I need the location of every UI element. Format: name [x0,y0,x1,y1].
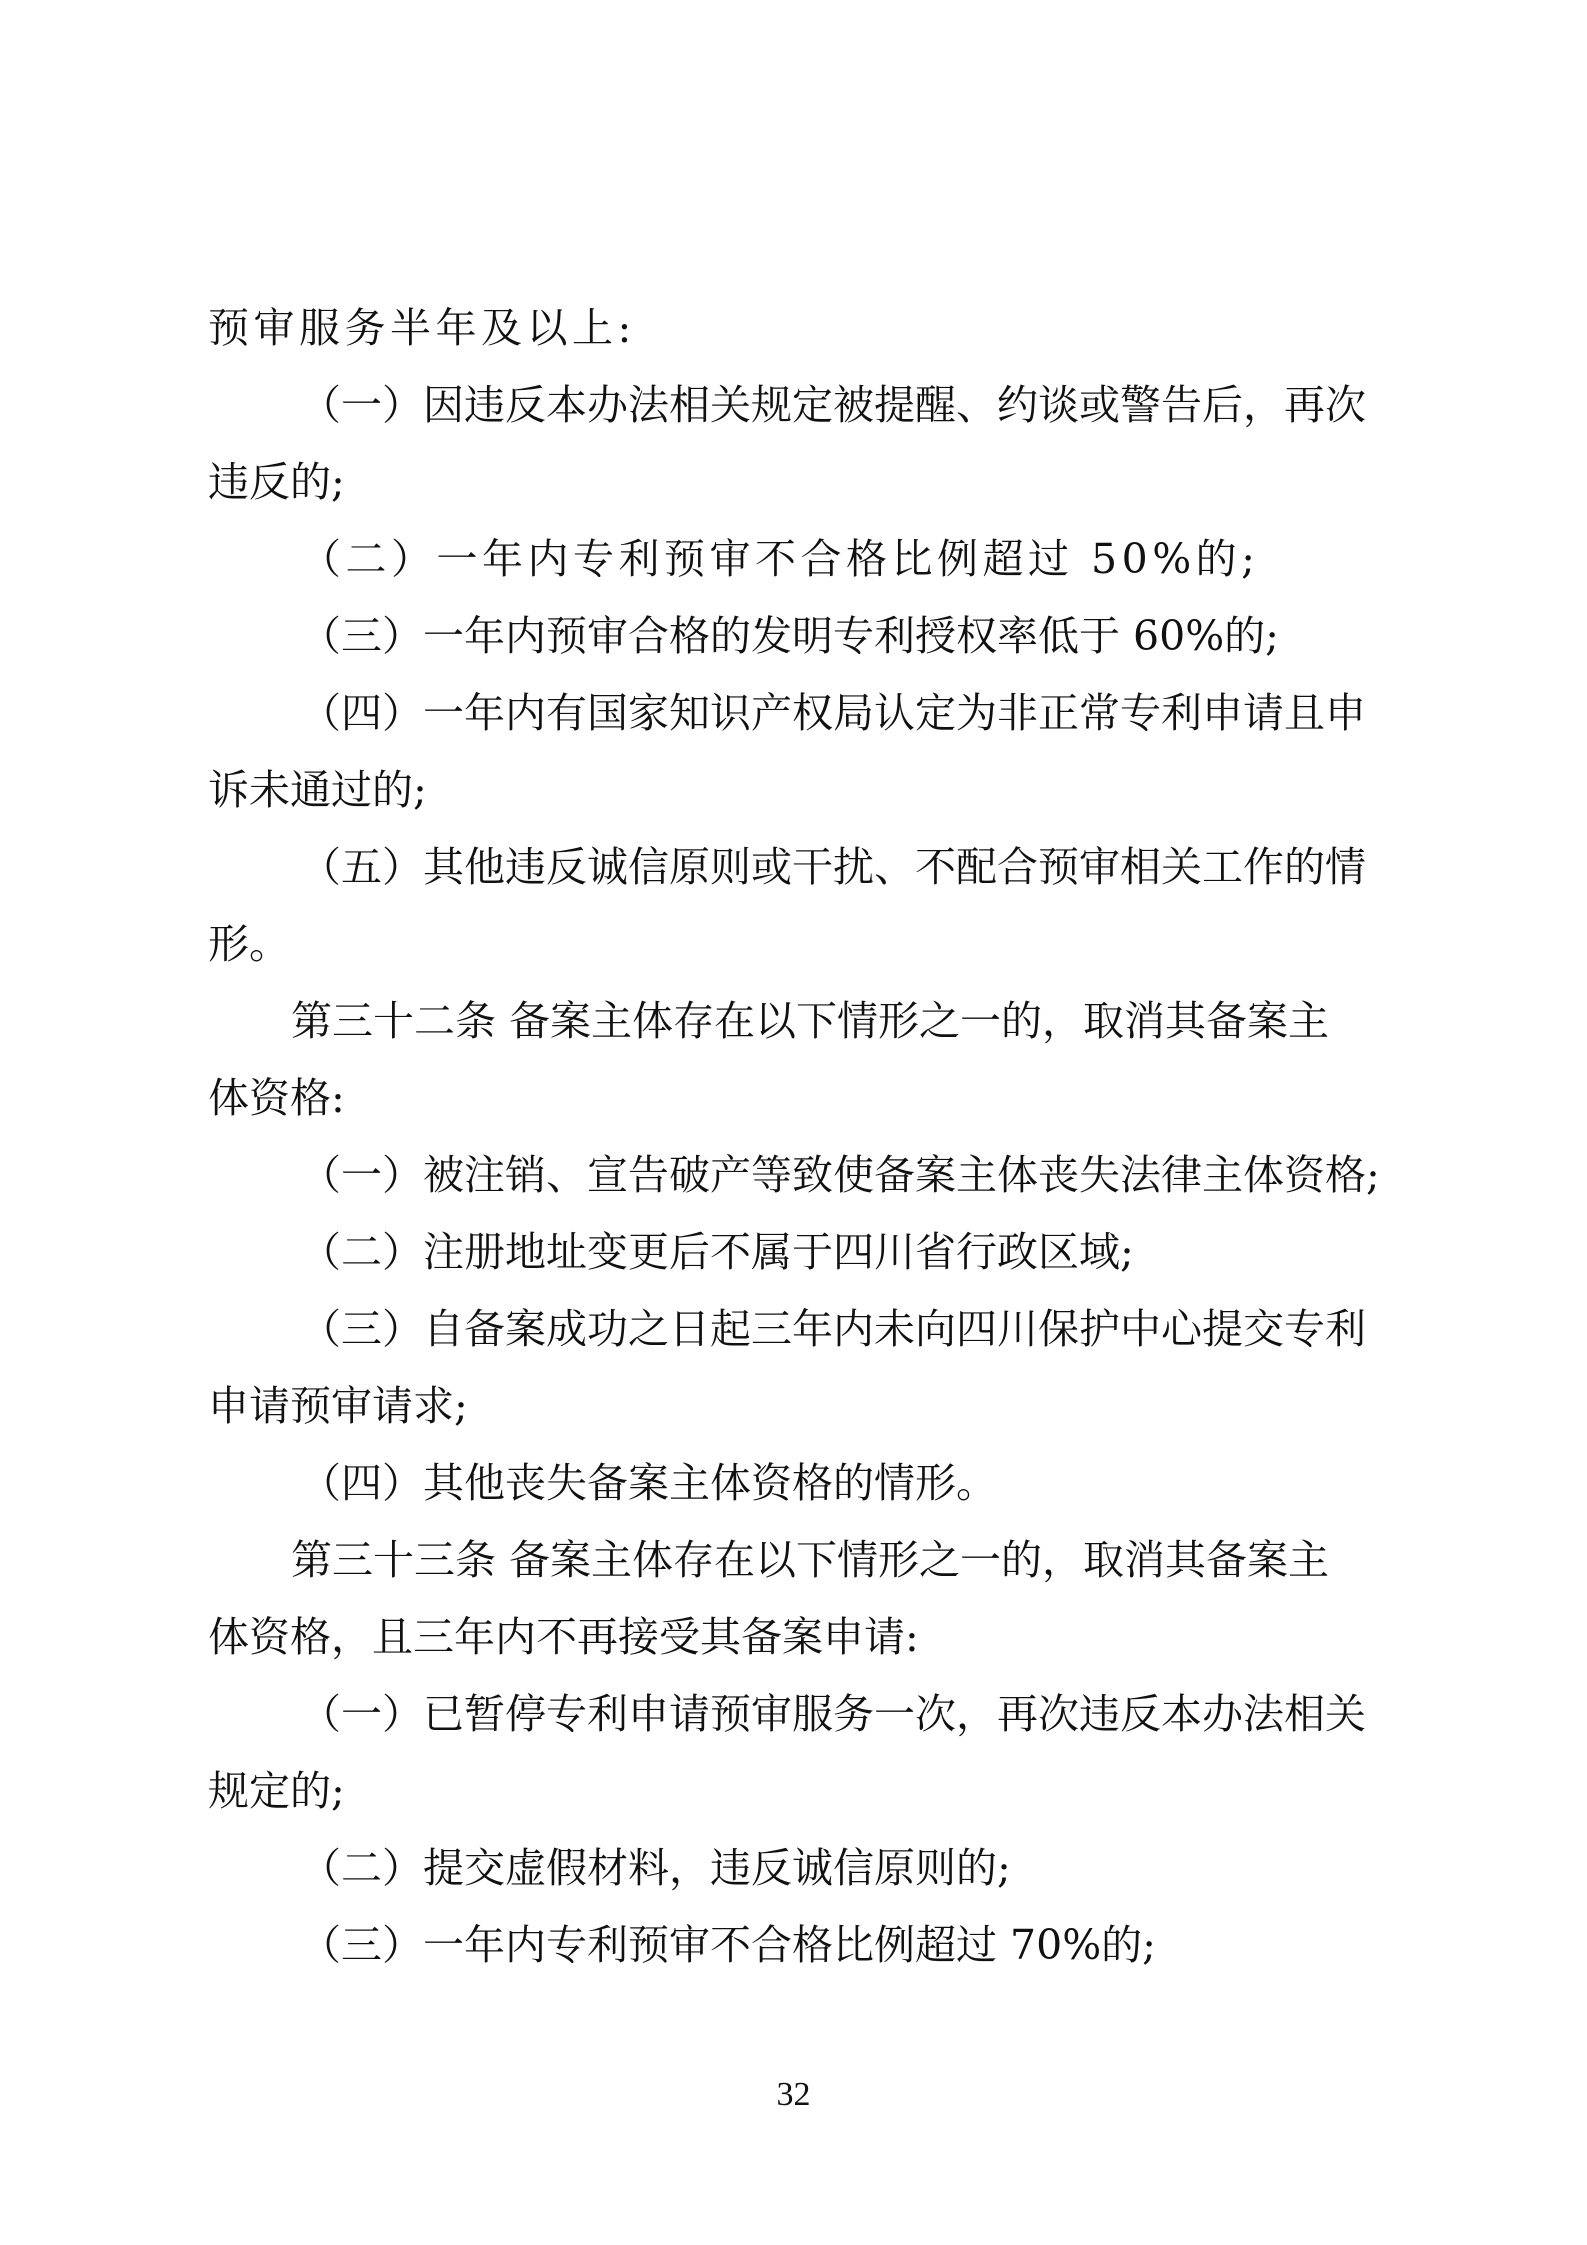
page-number: 32 [776,2076,811,2113]
line-text: 预审服务半年及以上: [208,304,636,352]
line-text: 体资格，且三年内不再接受其备案申请: [208,1613,919,1661]
text-line [0,1294,1587,1364]
line-text: 体资格: [208,1074,345,1122]
text-line [0,370,1587,440]
text-line [0,601,1587,671]
text-line [0,1063,1587,1133]
text-line [0,678,1587,748]
line-text: （二）一年内专利预审不合格比例超过 50%的; [300,535,1260,583]
text-line [0,909,1587,979]
line-text: 违反的; [208,458,345,506]
text-line [0,832,1587,902]
line-text: （三）一年内预审合格的发明专利授权率低于 60%的; [300,612,1279,660]
text-line [0,1140,1587,1210]
article-heading-line [0,1525,1587,1595]
text-line [0,524,1587,594]
text-line [0,1217,1587,1287]
line-text: （四）其他丧失备案主体资格的情形。 [300,1459,997,1507]
line-text: （一）被注销、宣告破产等致使备案主体丧失法律主体资格; [300,1151,1380,1199]
line-text: （五）其他违反诚信原则或干扰、不配合预审相关工作的情 [300,843,1366,891]
text-line [0,1833,1587,1903]
line-text: （二）提交虚假材料，违反诚信原则的; [300,1844,1011,1892]
article-text: 第三十三条 备案主体存在以下情形之一的，取消其备案主 [291,1536,1330,1584]
text-line [0,447,1587,517]
text-line [0,1679,1587,1749]
line-text: 申请预审请求; [208,1382,468,1430]
line-text: （三）自备案成功之日起三年内未向四川保护中心提交专利 [300,1305,1366,1353]
line-text: （三）一年内专利预审不合格比例超过 70%的; [300,1921,1156,1969]
text-line [0,1448,1587,1518]
line-text: （四）一年内有国家知识产权局认定为非正常专利申请且申 [300,689,1366,737]
article-heading-line [0,986,1587,1056]
text-line [0,1756,1587,1826]
text-line [0,1371,1587,1441]
text-line [0,755,1587,825]
line-text: 规定的; [208,1767,345,1815]
article-text: 第三十二条 备案主体存在以下情形之一的，取消其备案主 [291,997,1330,1045]
line-text: 诉未通过的; [208,766,427,814]
text-line [0,293,1587,363]
text-line [0,1910,1587,1980]
text-line [0,1602,1587,1672]
line-text: （二）注册地址变更后不属于四川省行政区域; [300,1228,1134,1276]
line-text: （一）因违反本办法相关规定被提醒、约谈或警告后，再次 [300,381,1366,429]
line-text: 形。 [208,920,290,968]
line-text: （一）已暂停专利申请预审服务一次，再次违反本办法相关 [300,1690,1366,1738]
